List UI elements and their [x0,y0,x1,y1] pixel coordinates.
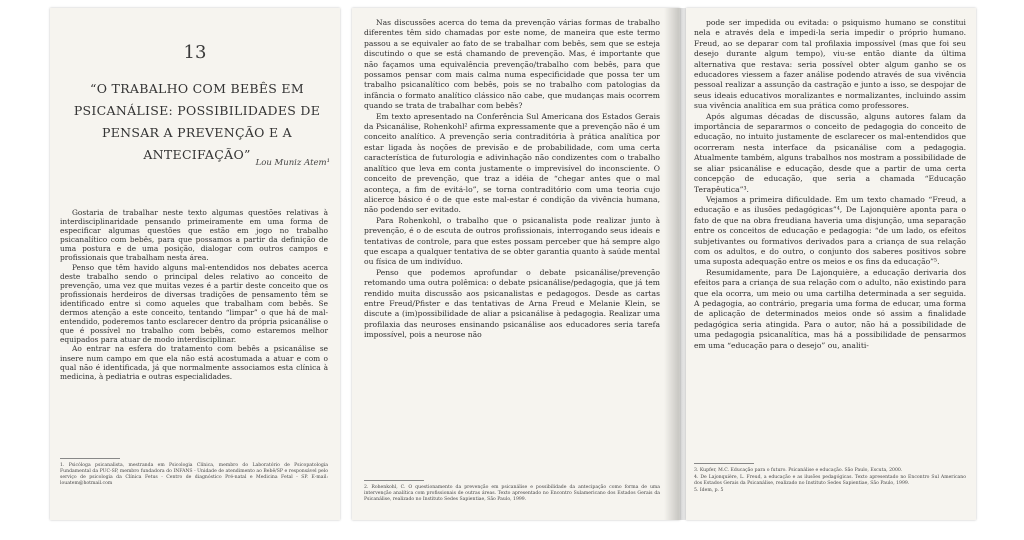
footnote: 4. De Lajonquière, L. Freud, a educação e as ilusões pedagógicas. Texto apresentado no Encontro Sul Americano dos Estados Gerais da Psicanálise, realizado no Instituto Sedes Sapientiae, São Paulo, 1999. [694,475,966,486]
footnote-divider [694,463,754,464]
chapter-title: “O TRABALHO COM BEBÊS EM PSICANÁLISE: POSSIBILIDADES DE PENSAR A PREVENÇÃO E A ANTECIFAÇÃO” [73,81,321,162]
author-name: Lou Muniz Atem¹ [255,158,330,168]
footnote: 2. Rohenkohl, C. O questionamento da prevenção em psicanálise e possibilidade da antecipação como forma de uma intervenção analítica com profissionais de outras áreas. Texto apresentado no Encontro Sulamericano dos Estados Gerais da Psicanálise, realizado no Instituto Sedes Sapientiae, São Paulo, 1999. [364,485,660,502]
paragraph: Vejamos a primeira dificuldade. Em um texto chamado “Freud, a educação e as ilusões pedagógicas”⁴, De Lajonquière aponta para o fato de que na obra freudiana haveria uma disjunção, uma separação entre os conceitos de educação e pedagogia: “de um lado, os efeitos subjetivantes ou formativos derivados para a criança de sua relação com os adultos, e do outro, o conjunto dos saberes positivos sobre uma suposta adequação entre os meios e os fins da educação”⁵. [694,194,966,267]
paragraph: Nas discussões acerca do tema da prevenção várias formas de trabalho diferentes têm sido chamadas por este nome, de maneira que este termo passou a se equivaler ao fato de se trabalhar com bebês, sem que se esteja discutindo o que se está chamando de prevenção. Mas, é importante que não façamos uma equivalência prevenção/trabalho com bebês, para que possamos pensar com mais calma numa especificidade que possa ter um trabalho psicanalítico com bebês, pois se no trabalho com patologias da infância o formato analítico clássico não cabe, que mudanças mais ocorrem quando se trata de trabalhar com bebês? [364,18,660,111]
chapter-number: 13 [183,42,207,63]
footnote: 3. Kupfer, M.C. Educação para o futuro. Psicanálise e educação. São Paulo, Escuta, 2000. [694,468,903,473]
book-gutter-shadow [664,8,688,520]
paragraph: Após algumas décadas de discussão, alguns autores falam da importância de separarmos o conceito de pedagogia do conceito de educação, no intuito justamente de esclarecer os mal-entendidos que ocorreram nesta interface da psicanálise com a pedagogia. Atualmente também, alguns trabalhos nos mostram a possibilidade de se aliar psicanálise e educação, desde que a partir de uma certa concepção de educação, que seria a chamada “Educação Terapêutica”³. [694,111,966,194]
paragraph: Resumidamente, para De Lajonquière, a educação derivaria dos efeitos para a criança de sua relação com o adulto, não existindo para que ela ocorra, um meio ou uma cartilha determinada a ser seguida. A pedagogia, ao contrário, pregaria uma forma de educar, uma forma de aplicação de determinados meios onde só assim a finalidade pedagógica seria atingida. Para o autor, não há a possibilidade de uma pedagogia psicanalítica, mas há a possibilidade de pensarmos em uma “educação para o desejo” ou, analiti- [694,267,966,350]
paragraph: Gostaria de trabalhar neste texto algumas questões relativas à interdisciplinaridade pensando primeiramente em uma forma de especificar algumas questões que estão em jogo no trabalho psicanalítico com bebês, para que possamos a partir da definição de uma postura e de uma posição, dialogar com outros campos e profissionais que trabalham nesta área. [60,208,328,263]
footnote: 5. Idem, p. 5 [694,488,724,493]
middle-page-body [364,18,660,341]
paragraph: pode ser impedida ou evitada: o psiquismo humano se constitui nela e através dela e impedi-la seria impedir o próprio humano. Freud, ao se deparar com tal profilaxia impossível (mas que foi seu desejo durante algum tempo), viu-se então diante da última alternativa que restava: seria possível obter algum ganho se os educadores viessem a fazer análise podendo através de sua vivência pessoal realizar a assunção da castração e junto a isso, se despojar de seus ideais educativos moralizantes e normalizantes, incluindo assim sua vivência analítica em sua prática como professores. [694,18,966,111]
right-book-page [686,8,976,520]
footnotes [364,485,660,504]
footnote: 1. Psicóloga psicanalista, mestranda em Psicologia Clínica, membro do Laboratório de Psicopatologia Fundamental da PUC-SP, membro fundadora do INFANS - Unidade de atendimento ao Bebê/SP e responsável pelo serviço de psicologia da Clínica Fetus - Centro de diagnóstico Pré-natal e Medicina Fetal - SP. E-mail: louatem@hotmail.com [60,463,328,486]
middle-book-page [352,8,680,520]
footnote-divider [364,480,424,481]
footnotes [694,468,966,495]
paragraph: Em texto apresentado na Conferência Sul Americana dos Estados Gerais da Psicanálise, Rohenkohl² afirma expressamente que a prevenção não é um conceito analítico. A prevenção seria contraditória à prática analítica por estar ligada às noções de previsão e de probabilidade, com uma certa característica de futurologia e adivinhação não condizentes com o trabalho analítico que leva em conta justamente o imprevisível do inconsciente. O conceito de prevenção, que traz a idéia de “chegar antes que o mal aconteça, a fim de evitá-lo”, se torna contraditório com uma teoria cujo alicerce básico é o de que este mal-estar é condição da vivência humana, não podendo ser evitado. [364,111,660,215]
paragraph: Para Rohenkohl, o trabalho que o psicanalista pode realizar junto à prevenção, é o de escuta de outros profissionais, interrogando seus ideais e tentativas de controle, para que estes possam perceber que há sempre algo que escapa a qualquer tentativa de se obter garantia quanto à saúde mental ou física de um indivíduo. [364,215,660,267]
left-page-body [60,208,328,381]
footnotes [60,463,328,488]
left-book-page [50,8,340,520]
paragraph: Penso que têm havido alguns mal-entendidos nos debates acerca deste trabalho sendo o principal deles relativo ao conceito de prevenção, uma vez que muitas vezes é a partir deste conceito que os profissionais herdeiros de diversas tradições de pensamento têm se identificado entre si como aqueles que trabalham com bebês. Se dermos atenção a este conceito, tentando “limpar” o que há de mal-entendido, poderemos tanto esclarecer dentro da própria psicanálise o que é possível no trabalho com bebês, como estaremos melhor equipados para atuar de modo interdisciplinar. [60,262,328,345]
paragraph: Penso que podemos aprofundar o debate psicanálise/prevenção retomando uma outra polêmica: o debate psicanálise/pedagogia, que já tem rendido muita discussão aos psicanalistas e pedagogos. Desde as cartas entre Freud/Pfister e das tentativas de Arna Freud e Melanie Klein, se discute a (im)possibilidade de aliar a psicanálise à pedagogia. Realizar uma profilaxia das neuroses ensinando psicanálise aos educadores seria tarefa impossível, pois a neurose não [364,267,660,340]
right-page-body [694,18,966,351]
paragraph: Ao entrar na esfera do tratamento com bebês a psicanálise se insere num campo em que ela não está acostumada a atuar e com o qual não é identificada, já que normalmente associamos esta clínica à medicina, à pediatria e outras especialidades. [60,344,328,381]
footnote-divider [60,458,120,459]
